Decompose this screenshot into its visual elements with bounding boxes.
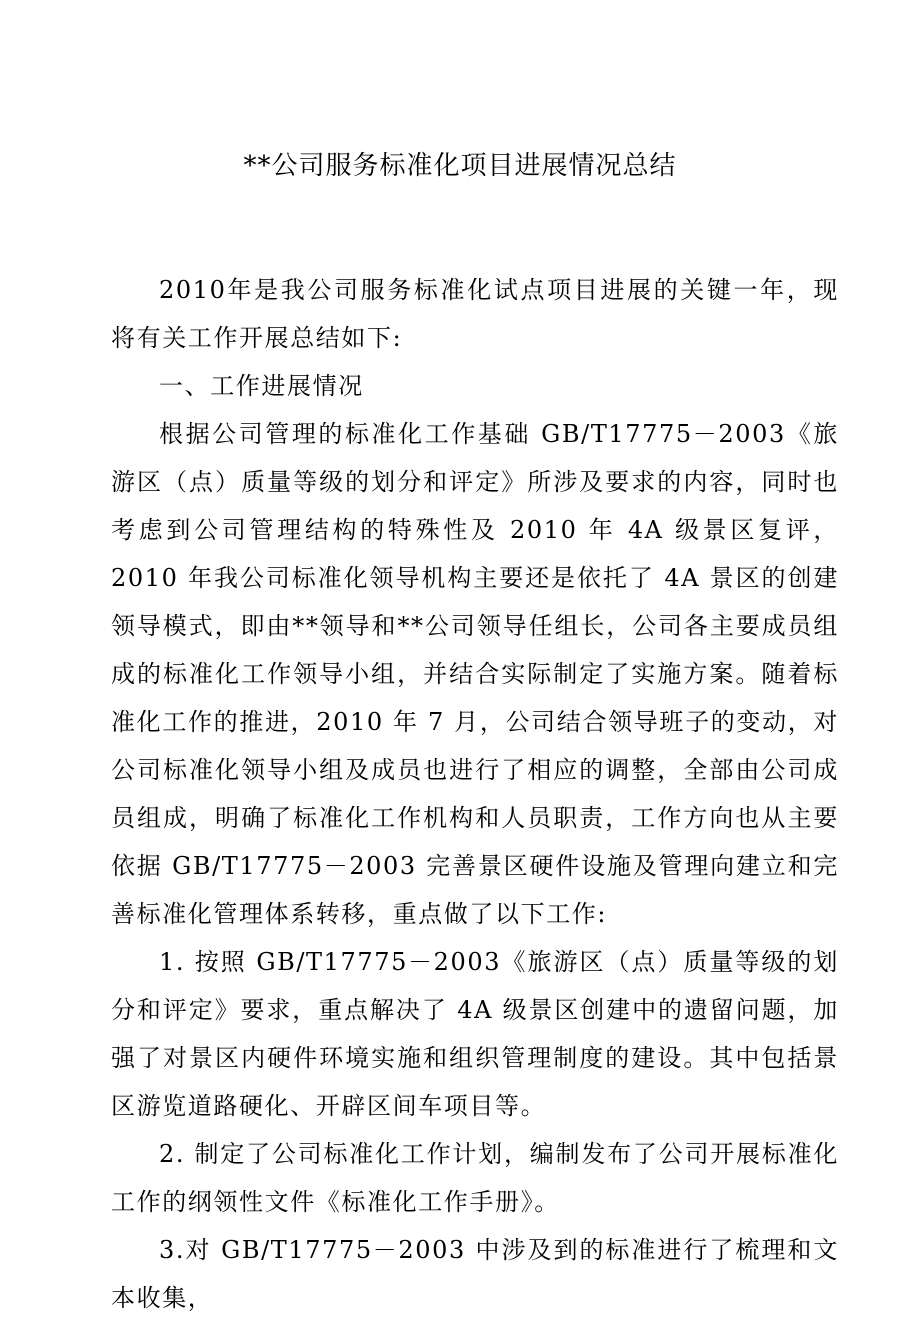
document-title: **公司服务标准化项目进展情况总结: [243, 151, 677, 181]
work-progress-paragraph: 根据公司管理的标准化工作基础 GB/T17775－2003《旅游区（点）质量等级的划分和评定》所涉及要求的内容，同时也考虑到公司管理结构的特殊性及 2010 年 4A 级景区复评，2010 年我公司标准化领导机构主要还是依托了 4A 景区的创建领导模式，即由**领导和**公司领导任组长，公司各主要成员组成的标准化工作领导小组，并结合实际制定了实施方案。随着标准化工作的推进，2010 年 7 月，公司结合领导班子的变动，对公司标准化领导小组及成员也进行了相应的调整，全部由公司成员组成，明确了标准化工作机构和人员职责，工作方向也从主要依据 GB/T17775－2003 完善景区硬件设施及管理向建立和完善标准化管理体系转移，重点做了以下工作:: [111, 420, 839, 928]
list-item-3: 3.对 GB/T17775－2003 中涉及到的标准进行了梳理和文本收集，: [111, 1236, 839, 1312]
list-item-2: 2. 制定了公司标准化工作计划，编制发布了公司开展标准化工作的纲领性文件《标准化工作手册》。: [111, 1140, 839, 1216]
intro-paragraph: 2010年是我公司服务标准化试点项目进展的关键一年，现将有关工作开展总结如下:: [111, 276, 839, 352]
list-item-1: 1. 按照 GB/T17775－2003《旅游区（点）质量等级的划分和评定》要求，重点解决了 4A 级景区创建中的遗留问题，加强了对景区内硬件环境实施和组织管理制度的建设。其中包括景区游览道路硬化、开辟区间车项目等。: [111, 948, 839, 1120]
document-body: [111, 266, 839, 1322]
section-heading-work-progress: 一、工作进展情况: [159, 372, 364, 400]
